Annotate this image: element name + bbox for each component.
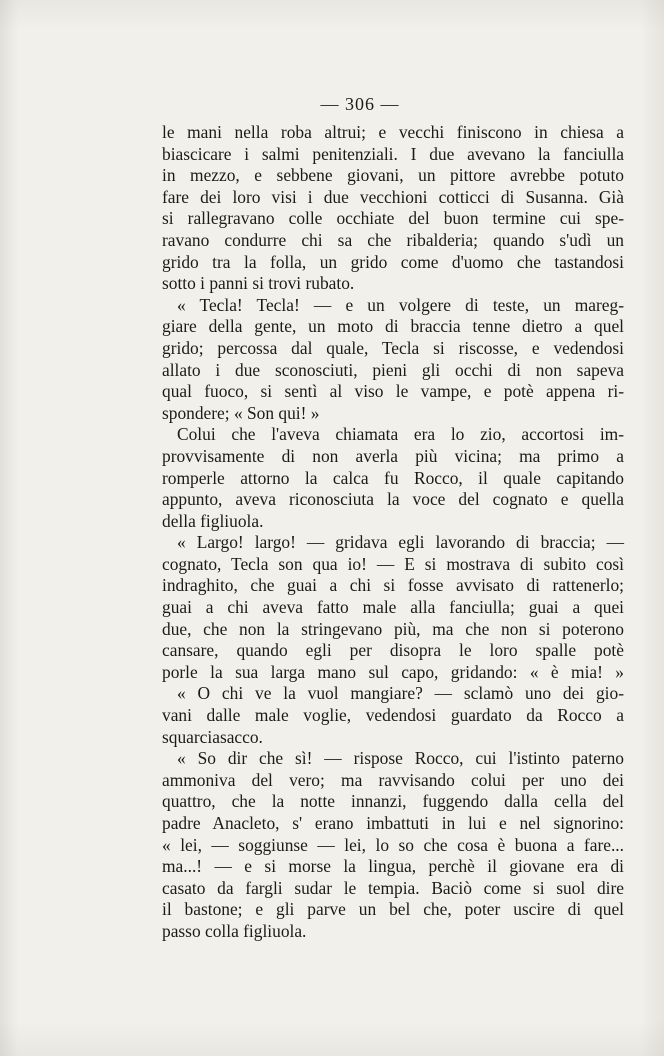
text-line: cansare, quando egli per disopra le loro spalle potè bbox=[162, 640, 624, 661]
text-line: vani dalle male voglie, vedendosi guardato da Rocco a bbox=[162, 705, 624, 726]
text-line: in mezzo, e sebbene giovani, un pittore avrebbe potuto bbox=[162, 165, 624, 186]
text-line: fare dei loro visi i due vecchioni cotticci di Susanna. Già bbox=[162, 186, 624, 207]
text-line: due, che non la stringevano più, ma che non si poterono bbox=[162, 618, 624, 639]
text-line: squarciasacco. bbox=[162, 726, 263, 747]
text-line: appunto, aveva riconosciuta la voce del cognato e quella bbox=[162, 489, 624, 510]
text-line: « lei, — soggiunse — lei, lo so che cosa è buona a fare... bbox=[162, 834, 624, 855]
body-text bbox=[162, 122, 624, 943]
text-line: padre Anacleto, s' erano imbattuti in lui e nel signorino: bbox=[162, 813, 624, 833]
text-line: ammoniva del vero; ma ravvisando colui per uno dei bbox=[162, 769, 624, 790]
text-line: il bastone; e gli parve un bel che, poter uscire di quel bbox=[162, 899, 624, 920]
text-line: sotto i panni si trovi rubato. bbox=[162, 273, 355, 294]
text-line: romperle attorno la calca fu Rocco, il quale capitando bbox=[162, 467, 624, 488]
text-line: « So dir che sì! — rispose Rocco, cui l'istinto paterno bbox=[177, 748, 624, 769]
text-line: quattro, che la notte innanzi, fuggendo dalla cella del bbox=[162, 791, 624, 812]
page-number: — 306 — bbox=[320, 94, 400, 114]
text-line: porle la sua larga mano sul capo, gridando: « è mia! » bbox=[162, 661, 624, 682]
text-line: casato da fargli sudar le tempia. Baciò come si suol dire bbox=[162, 877, 624, 898]
text-line: « O chi ve la vuol mangiare? — sclamò uno dei gio- bbox=[177, 683, 624, 704]
text-line: Colui che l'aveva chiamata era lo zio, accortosi im- bbox=[177, 424, 624, 445]
text-line: grido; percossa dal quale, Tecla si riscosse, e vedendosi bbox=[162, 337, 624, 358]
text-line: della figliuola. bbox=[162, 510, 264, 531]
text-line: si rallegravano colle occhiate del buon termine cui spe- bbox=[162, 208, 624, 229]
text-line: guai a chi aveva fatto male alla fanciulla; guai a quei bbox=[162, 597, 624, 618]
text-line: qual fuoco, si sentì al viso le vampe, e potè appena ri- bbox=[162, 381, 624, 402]
text-line: provvisamente di non averla più vicina; ma primo a bbox=[162, 445, 624, 466]
text-line: le mani nella roba altrui; e vecchi finiscono in chiesa a bbox=[162, 122, 624, 142]
text-line: cognato, Tecla son qua io! — E si mostrava di subito così bbox=[162, 553, 624, 574]
text-line: indraghito, che guai a chi si fosse avvisato di rattenerlo; bbox=[162, 575, 624, 596]
text-line: giare della gente, un moto di braccia tenne dietro a quel bbox=[162, 316, 624, 337]
text-line: allato i due sconosciuti, pieni gli occhi di non sapeva bbox=[162, 359, 624, 380]
text-line: ravano condurre chi sa che ribalderia; quando s'udì un bbox=[162, 229, 624, 250]
text-line: passo colla figliuola. bbox=[162, 920, 307, 941]
text-line: « Tecla! Tecla! — e un volgere di teste, un mareg- bbox=[177, 294, 624, 315]
text-line: ma...! — e si morse la lingua, perchè il giovane era di bbox=[162, 856, 624, 877]
text-line: biascicare i salmi penitenziali. I due avevano la fanciulla bbox=[162, 143, 624, 164]
text-line: grido tra la folla, un grido come d'uomo che tastandosi bbox=[162, 251, 624, 272]
text-line: « Largo! largo! — gridava egli lavorando di braccia; — bbox=[177, 532, 624, 553]
text-line: spondere; « Son qui! » bbox=[162, 402, 320, 423]
